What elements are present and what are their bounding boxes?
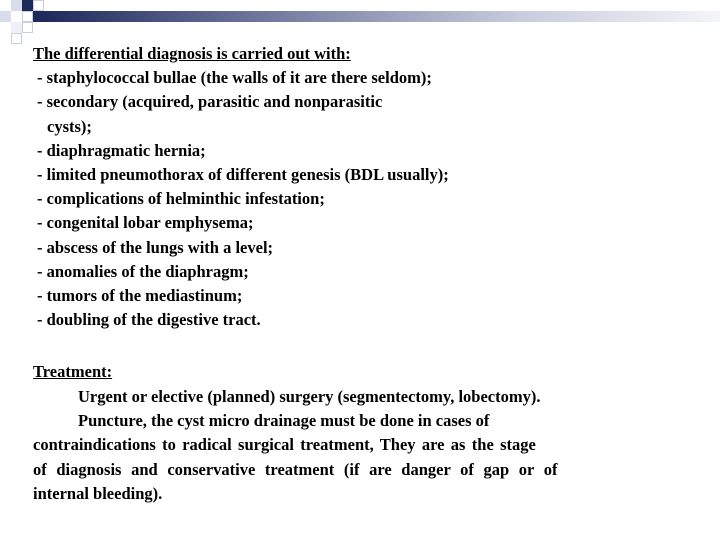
treatment-line: internal bleeding).	[33, 484, 163, 504]
differential-heading: The differential diagnosis is carried out with:	[33, 44, 351, 63]
deco-square	[33, 0, 44, 11]
list-item: - limited pneumothorax of different genesis (BDL usually);	[37, 165, 449, 185]
list-item: - diaphragmatic hernia;	[37, 140, 206, 160]
list-item: - tumors of the mediastinum;	[37, 286, 243, 306]
list-item: - anomalies of the diaphragm;	[37, 261, 249, 281]
deco-square	[22, 22, 33, 33]
list-item-continuation: cysts);	[47, 116, 92, 136]
deco-square	[11, 33, 22, 44]
spacer	[33, 332, 673, 356]
deco-square	[0, 11, 11, 22]
gradient-bar	[44, 11, 720, 22]
list-item: - complications of helminthic infestation;	[37, 189, 325, 209]
deco-square	[11, 22, 22, 33]
treatment-line: Puncture, the cyst micro drainage must be done in cases of	[78, 410, 490, 430]
treatment-line: of diagnosis and conservative treatment (if are danger of gap or of	[33, 459, 558, 479]
list-item: - congenital lobar emphysema;	[37, 213, 254, 233]
deco-square	[22, 0, 33, 11]
slide-body	[33, 42, 673, 507]
treatment-line: contraindications to radical surgical treatment, They are as the stage	[33, 435, 536, 455]
treatment-heading: Treatment:	[33, 362, 113, 382]
slide-decoration	[0, 0, 720, 44]
deco-square	[11, 0, 22, 11]
deco-square	[33, 11, 44, 22]
treatment-line: Urgent or elective (planned) surgery (segmentectomy, lobectomy).	[78, 386, 541, 406]
deco-square	[22, 11, 33, 22]
list-item: - abscess of the lungs with a level;	[37, 237, 274, 257]
list-item: - staphylococcal bullae (the walls of it are there seldom);	[37, 68, 432, 88]
list-item: - doubling of the digestive tract.	[37, 310, 261, 330]
list-item: - secondary (acquired, parasitic and nonparasitic	[37, 92, 383, 112]
